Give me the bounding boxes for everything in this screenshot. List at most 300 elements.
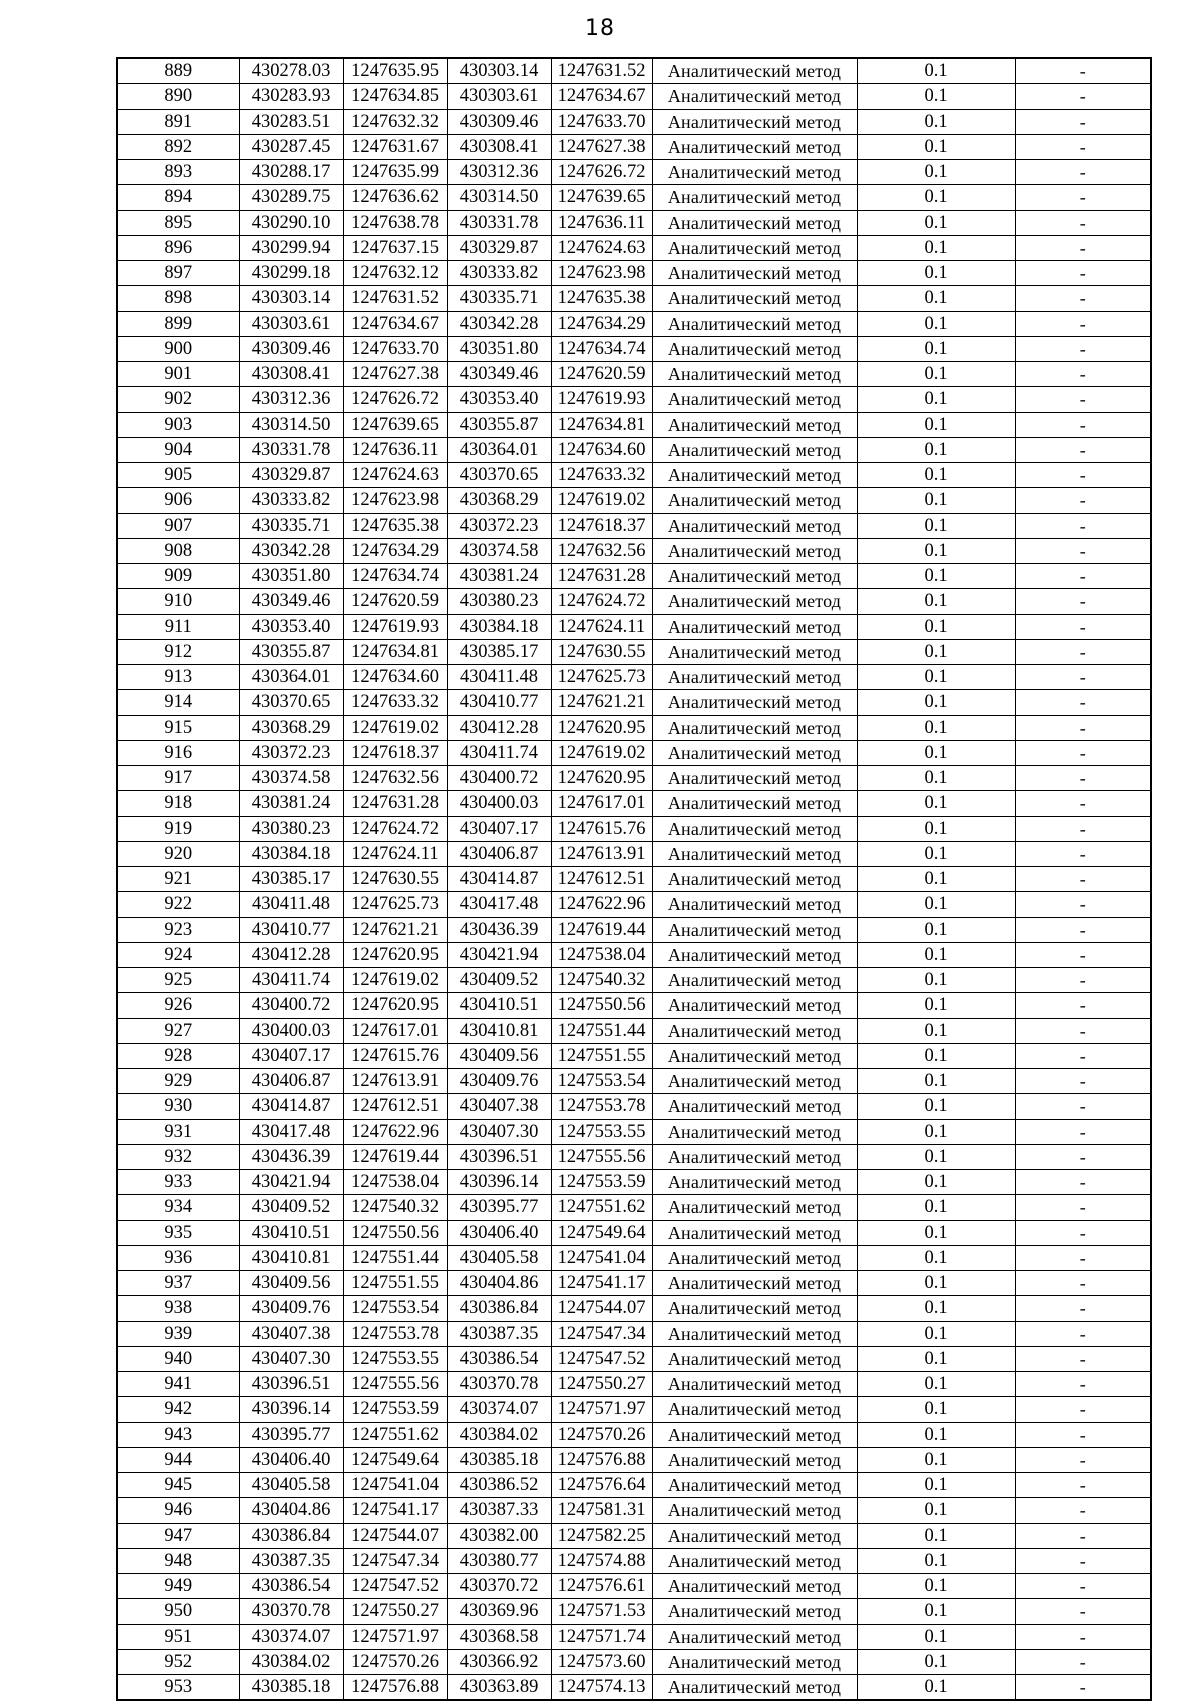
y2-cell: 1247550.27 [551, 1372, 652, 1397]
accuracy-cell: 0.1 [857, 437, 1015, 462]
y1-cell: 1247636.62 [343, 185, 447, 210]
x1-cell: 430410.81 [239, 1245, 343, 1270]
accuracy-cell: 0.1 [857, 639, 1015, 664]
method-cell: Аналитический метод [652, 235, 857, 260]
y1-cell: 1247549.64 [343, 1447, 447, 1472]
x1-cell: 430409.76 [239, 1296, 343, 1321]
x1-cell: 430396.14 [239, 1397, 343, 1422]
y1-cell: 1247619.02 [343, 715, 447, 740]
note-cell: - [1015, 134, 1151, 159]
method-cell: Аналитический метод [652, 1296, 857, 1321]
table-row [117, 892, 1151, 917]
accuracy-cell: 0.1 [857, 816, 1015, 841]
method-cell: Аналитический метод [652, 690, 857, 715]
y1-cell: 1247634.81 [343, 639, 447, 664]
y2-cell: 1247571.53 [551, 1599, 652, 1624]
accuracy-cell: 0.1 [857, 1018, 1015, 1043]
note-cell: - [1015, 942, 1151, 967]
note-cell: - [1015, 1346, 1151, 1371]
x1-cell: 430385.17 [239, 867, 343, 892]
accuracy-cell: 0.1 [857, 84, 1015, 109]
table-row [117, 1296, 1151, 1321]
accuracy-cell: 0.1 [857, 1043, 1015, 1068]
y2-cell: 1247626.72 [551, 160, 652, 185]
y2-cell: 1247620.59 [551, 362, 652, 387]
table-row [117, 1574, 1151, 1599]
x2-cell: 430331.78 [447, 210, 551, 235]
accuracy-cell: 0.1 [857, 1195, 1015, 1220]
x1-cell: 430303.14 [239, 286, 343, 311]
y2-cell: 1247621.21 [551, 690, 652, 715]
y1-cell: 1247620.95 [343, 942, 447, 967]
note-cell: - [1015, 1649, 1151, 1674]
y1-cell: 1247631.67 [343, 134, 447, 159]
point-number-cell: 940 [117, 1346, 239, 1371]
table-row [117, 917, 1151, 942]
y1-cell: 1247620.59 [343, 589, 447, 614]
note-cell: - [1015, 740, 1151, 765]
table-row [117, 942, 1151, 967]
x2-cell: 430410.51 [447, 993, 551, 1018]
y2-cell: 1247624.11 [551, 614, 652, 639]
table-row [117, 1397, 1151, 1422]
table-row [117, 311, 1151, 336]
y1-cell: 1247620.95 [343, 993, 447, 1018]
point-number-cell: 950 [117, 1599, 239, 1624]
method-cell: Аналитический метод [652, 513, 857, 538]
point-number-cell: 934 [117, 1195, 239, 1220]
note-cell: - [1015, 488, 1151, 513]
table-body [117, 58, 1151, 1700]
accuracy-cell: 0.1 [857, 1422, 1015, 1447]
note-cell: - [1015, 437, 1151, 462]
note-cell: - [1015, 210, 1151, 235]
table-row [117, 1649, 1151, 1674]
x2-cell: 430385.18 [447, 1447, 551, 1472]
y2-cell: 1247625.73 [551, 665, 652, 690]
table-row [117, 362, 1151, 387]
x2-cell: 430411.48 [447, 665, 551, 690]
method-cell: Аналитический метод [652, 387, 857, 412]
y2-cell: 1247619.02 [551, 488, 652, 513]
method-cell: Аналитический метод [652, 261, 857, 286]
table-row [117, 1346, 1151, 1371]
x2-cell: 430372.23 [447, 513, 551, 538]
y2-cell: 1247617.01 [551, 791, 652, 816]
note-cell: - [1015, 1447, 1151, 1472]
method-cell: Аналитический метод [652, 1523, 857, 1548]
x1-cell: 430410.77 [239, 917, 343, 942]
note-cell: - [1015, 917, 1151, 942]
x1-cell: 430412.28 [239, 942, 343, 967]
point-number-cell: 900 [117, 336, 239, 361]
x2-cell: 430368.58 [447, 1624, 551, 1649]
table-row [117, 1523, 1151, 1548]
y2-cell: 1247634.67 [551, 84, 652, 109]
x2-cell: 430395.77 [447, 1195, 551, 1220]
accuracy-cell: 0.1 [857, 766, 1015, 791]
y2-cell: 1247613.91 [551, 841, 652, 866]
note-cell: - [1015, 1548, 1151, 1573]
x2-cell: 430370.72 [447, 1574, 551, 1599]
accuracy-cell: 0.1 [857, 1447, 1015, 1472]
x2-cell: 430363.89 [447, 1675, 551, 1701]
y2-cell: 1247576.64 [551, 1473, 652, 1498]
y2-cell: 1247540.32 [551, 968, 652, 993]
y2-cell: 1247634.74 [551, 336, 652, 361]
note-cell: - [1015, 1170, 1151, 1195]
method-cell: Аналитический метод [652, 740, 857, 765]
y1-cell: 1247632.12 [343, 261, 447, 286]
x2-cell: 430386.54 [447, 1346, 551, 1371]
table-row [117, 538, 1151, 563]
y2-cell: 1247553.78 [551, 1094, 652, 1119]
accuracy-cell: 0.1 [857, 1397, 1015, 1422]
x1-cell: 430303.61 [239, 311, 343, 336]
method-cell: Аналитический метод [652, 1422, 857, 1447]
method-cell: Аналитический метод [652, 1043, 857, 1068]
table-row [117, 1548, 1151, 1573]
x1-cell: 430374.07 [239, 1624, 343, 1649]
x1-cell: 430351.80 [239, 564, 343, 589]
x1-cell: 430312.36 [239, 387, 343, 412]
x1-cell: 430395.77 [239, 1422, 343, 1447]
method-cell: Аналитический метод [652, 1069, 857, 1094]
x2-cell: 430369.96 [447, 1599, 551, 1624]
accuracy-cell: 0.1 [857, 867, 1015, 892]
accuracy-cell: 0.1 [857, 134, 1015, 159]
note-cell: - [1015, 1473, 1151, 1498]
note-cell: - [1015, 614, 1151, 639]
table-row [117, 109, 1151, 134]
x2-cell: 430380.77 [447, 1548, 551, 1573]
note-cell: - [1015, 1043, 1151, 1068]
accuracy-cell: 0.1 [857, 1523, 1015, 1548]
point-number-cell: 909 [117, 564, 239, 589]
table-row [117, 84, 1151, 109]
x1-cell: 430287.45 [239, 134, 343, 159]
method-cell: Аналитический метод [652, 286, 857, 311]
y2-cell: 1247547.34 [551, 1321, 652, 1346]
y1-cell: 1247624.63 [343, 463, 447, 488]
note-cell: - [1015, 589, 1151, 614]
point-number-cell: 931 [117, 1119, 239, 1144]
y1-cell: 1247635.38 [343, 513, 447, 538]
point-number-cell: 890 [117, 84, 239, 109]
note-cell: - [1015, 1321, 1151, 1346]
accuracy-cell: 0.1 [857, 1675, 1015, 1701]
y2-cell: 1247576.61 [551, 1574, 652, 1599]
accuracy-cell: 0.1 [857, 1473, 1015, 1498]
x1-cell: 430387.35 [239, 1548, 343, 1573]
y1-cell: 1247612.51 [343, 1094, 447, 1119]
point-number-cell: 897 [117, 261, 239, 286]
y2-cell: 1247633.70 [551, 109, 652, 134]
method-cell: Аналитический метод [652, 1397, 857, 1422]
y1-cell: 1247633.32 [343, 690, 447, 715]
x2-cell: 430335.71 [447, 286, 551, 311]
note-cell: - [1015, 1422, 1151, 1447]
accuracy-cell: 0.1 [857, 1624, 1015, 1649]
point-number-cell: 938 [117, 1296, 239, 1321]
note-cell: - [1015, 968, 1151, 993]
method-cell: Аналитический метод [652, 1321, 857, 1346]
x2-cell: 430410.77 [447, 690, 551, 715]
method-cell: Аналитический метод [652, 1649, 857, 1674]
x1-cell: 430381.24 [239, 791, 343, 816]
method-cell: Аналитический метод [652, 336, 857, 361]
y1-cell: 1247541.17 [343, 1498, 447, 1523]
y1-cell: 1247553.78 [343, 1321, 447, 1346]
point-number-cell: 896 [117, 235, 239, 260]
note-cell: - [1015, 185, 1151, 210]
x1-cell: 430411.74 [239, 968, 343, 993]
note-cell: - [1015, 993, 1151, 1018]
point-number-cell: 942 [117, 1397, 239, 1422]
method-cell: Аналитический метод [652, 1599, 857, 1624]
accuracy-cell: 0.1 [857, 362, 1015, 387]
y1-cell: 1247634.85 [343, 84, 447, 109]
method-cell: Аналитический метод [652, 210, 857, 235]
note-cell: - [1015, 261, 1151, 286]
y2-cell: 1247544.07 [551, 1296, 652, 1321]
accuracy-cell: 0.1 [857, 690, 1015, 715]
point-number-cell: 907 [117, 513, 239, 538]
x2-cell: 430407.17 [447, 816, 551, 841]
x1-cell: 430314.50 [239, 412, 343, 437]
y1-cell: 1247635.99 [343, 160, 447, 185]
table-row [117, 715, 1151, 740]
accuracy-cell: 0.1 [857, 160, 1015, 185]
point-number-cell: 898 [117, 286, 239, 311]
x2-cell: 430409.76 [447, 1069, 551, 1094]
table-row [117, 1144, 1151, 1169]
accuracy-cell: 0.1 [857, 791, 1015, 816]
accuracy-cell: 0.1 [857, 917, 1015, 942]
method-cell: Аналитический метод [652, 942, 857, 967]
y2-cell: 1247551.55 [551, 1043, 652, 1068]
y1-cell: 1247623.98 [343, 488, 447, 513]
method-cell: Аналитический метод [652, 1094, 857, 1119]
point-number-cell: 903 [117, 412, 239, 437]
point-number-cell: 908 [117, 538, 239, 563]
y1-cell: 1247636.11 [343, 437, 447, 462]
point-number-cell: 893 [117, 160, 239, 185]
x2-cell: 430436.39 [447, 917, 551, 942]
x2-cell: 430409.52 [447, 968, 551, 993]
table-row [117, 437, 1151, 462]
y2-cell: 1247615.76 [551, 816, 652, 841]
x2-cell: 430364.01 [447, 437, 551, 462]
table-row [117, 1018, 1151, 1043]
x2-cell: 430421.94 [447, 942, 551, 967]
y2-cell: 1247634.29 [551, 311, 652, 336]
y2-cell: 1247619.02 [551, 740, 652, 765]
x2-cell: 430374.58 [447, 538, 551, 563]
y1-cell: 1247632.56 [343, 766, 447, 791]
x1-cell: 430406.40 [239, 1447, 343, 1472]
method-cell: Аналитический метод [652, 58, 857, 84]
note-cell: - [1015, 311, 1151, 336]
x1-cell: 430308.41 [239, 362, 343, 387]
y2-cell: 1247618.37 [551, 513, 652, 538]
x1-cell: 430405.58 [239, 1473, 343, 1498]
point-number-cell: 943 [117, 1422, 239, 1447]
x2-cell: 430412.28 [447, 715, 551, 740]
accuracy-cell: 0.1 [857, 614, 1015, 639]
note-cell: - [1015, 1069, 1151, 1094]
x2-cell: 430396.51 [447, 1144, 551, 1169]
point-number-cell: 933 [117, 1170, 239, 1195]
point-number-cell: 901 [117, 362, 239, 387]
y1-cell: 1247613.91 [343, 1069, 447, 1094]
accuracy-cell: 0.1 [857, 1144, 1015, 1169]
y1-cell: 1247637.15 [343, 235, 447, 260]
accuracy-cell: 0.1 [857, 1649, 1015, 1674]
accuracy-cell: 0.1 [857, 942, 1015, 967]
y1-cell: 1247625.73 [343, 892, 447, 917]
accuracy-cell: 0.1 [857, 1271, 1015, 1296]
point-number-cell: 932 [117, 1144, 239, 1169]
y1-cell: 1247634.67 [343, 311, 447, 336]
y1-cell: 1247635.95 [343, 58, 447, 84]
y1-cell: 1247615.76 [343, 1043, 447, 1068]
table-row [117, 665, 1151, 690]
accuracy-cell: 0.1 [857, 1170, 1015, 1195]
point-number-cell: 946 [117, 1498, 239, 1523]
table-row [117, 1675, 1151, 1701]
table-row [117, 412, 1151, 437]
table-row [117, 867, 1151, 892]
y2-cell: 1247620.95 [551, 715, 652, 740]
x2-cell: 430370.65 [447, 463, 551, 488]
y2-cell: 1247570.26 [551, 1422, 652, 1447]
method-cell: Аналитический метод [652, 1473, 857, 1498]
accuracy-cell: 0.1 [857, 1220, 1015, 1245]
x2-cell: 430396.14 [447, 1170, 551, 1195]
x1-cell: 430349.46 [239, 589, 343, 614]
y2-cell: 1247541.17 [551, 1271, 652, 1296]
x1-cell: 430288.17 [239, 160, 343, 185]
y1-cell: 1247624.11 [343, 841, 447, 866]
x1-cell: 430385.18 [239, 1675, 343, 1701]
note-cell: - [1015, 1144, 1151, 1169]
x1-cell: 430283.51 [239, 109, 343, 134]
accuracy-cell: 0.1 [857, 1119, 1015, 1144]
table-row [117, 993, 1151, 1018]
y1-cell: 1247553.55 [343, 1346, 447, 1371]
method-cell: Аналитический метод [652, 1245, 857, 1270]
note-cell: - [1015, 1220, 1151, 1245]
table-row [117, 816, 1151, 841]
x2-cell: 430349.46 [447, 362, 551, 387]
point-number-cell: 947 [117, 1523, 239, 1548]
note-cell: - [1015, 1296, 1151, 1321]
y1-cell: 1247551.55 [343, 1271, 447, 1296]
x2-cell: 430351.80 [447, 336, 551, 361]
x1-cell: 430374.58 [239, 766, 343, 791]
accuracy-cell: 0.1 [857, 968, 1015, 993]
y2-cell: 1247627.38 [551, 134, 652, 159]
y1-cell: 1247631.52 [343, 286, 447, 311]
note-cell: - [1015, 160, 1151, 185]
method-cell: Аналитический метод [652, 463, 857, 488]
point-number-cell: 945 [117, 1473, 239, 1498]
x1-cell: 430342.28 [239, 538, 343, 563]
x2-cell: 430355.87 [447, 412, 551, 437]
accuracy-cell: 0.1 [857, 488, 1015, 513]
table-row [117, 1624, 1151, 1649]
x1-cell: 430353.40 [239, 614, 343, 639]
point-number-cell: 906 [117, 488, 239, 513]
accuracy-cell: 0.1 [857, 336, 1015, 361]
y2-cell: 1247581.31 [551, 1498, 652, 1523]
note-cell: - [1015, 715, 1151, 740]
note-cell: - [1015, 1119, 1151, 1144]
table-row [117, 134, 1151, 159]
point-number-cell: 928 [117, 1043, 239, 1068]
method-cell: Аналитический метод [652, 993, 857, 1018]
accuracy-cell: 0.1 [857, 1296, 1015, 1321]
note-cell: - [1015, 564, 1151, 589]
accuracy-cell: 0.1 [857, 1069, 1015, 1094]
y1-cell: 1247550.56 [343, 1220, 447, 1245]
y1-cell: 1247626.72 [343, 387, 447, 412]
method-cell: Аналитический метод [652, 1548, 857, 1573]
x1-cell: 430417.48 [239, 1119, 343, 1144]
method-cell: Аналитический метод [652, 1574, 857, 1599]
table-row [117, 1119, 1151, 1144]
table-row [117, 210, 1151, 235]
point-number-cell: 917 [117, 766, 239, 791]
x2-cell: 430370.78 [447, 1372, 551, 1397]
note-cell: - [1015, 412, 1151, 437]
table-row [117, 1422, 1151, 1447]
x1-cell: 430386.54 [239, 1574, 343, 1599]
table-row [117, 690, 1151, 715]
method-cell: Аналитический метод [652, 1220, 857, 1245]
point-number-cell: 935 [117, 1220, 239, 1245]
point-number-cell: 916 [117, 740, 239, 765]
y2-cell: 1247632.56 [551, 538, 652, 563]
y1-cell: 1247632.32 [343, 109, 447, 134]
point-number-cell: 919 [117, 816, 239, 841]
x1-cell: 430278.03 [239, 58, 343, 84]
table-row [117, 1170, 1151, 1195]
point-number-cell: 927 [117, 1018, 239, 1043]
point-number-cell: 915 [117, 715, 239, 740]
note-cell: - [1015, 867, 1151, 892]
table-row [117, 1599, 1151, 1624]
table-row [117, 58, 1151, 84]
note-cell: - [1015, 1094, 1151, 1119]
x2-cell: 430353.40 [447, 387, 551, 412]
x2-cell: 430410.81 [447, 1018, 551, 1043]
method-cell: Аналитический метод [652, 1195, 857, 1220]
point-number-cell: 918 [117, 791, 239, 816]
method-cell: Аналитический метод [652, 160, 857, 185]
method-cell: Аналитический метод [652, 968, 857, 993]
y1-cell: 1247553.54 [343, 1296, 447, 1321]
note-cell: - [1015, 1523, 1151, 1548]
x1-cell: 430329.87 [239, 463, 343, 488]
method-cell: Аналитический метод [652, 362, 857, 387]
table-row [117, 1195, 1151, 1220]
y2-cell: 1247551.62 [551, 1195, 652, 1220]
coordinates-table [116, 57, 1152, 1701]
method-cell: Аналитический метод [652, 917, 857, 942]
x1-cell: 430411.48 [239, 892, 343, 917]
